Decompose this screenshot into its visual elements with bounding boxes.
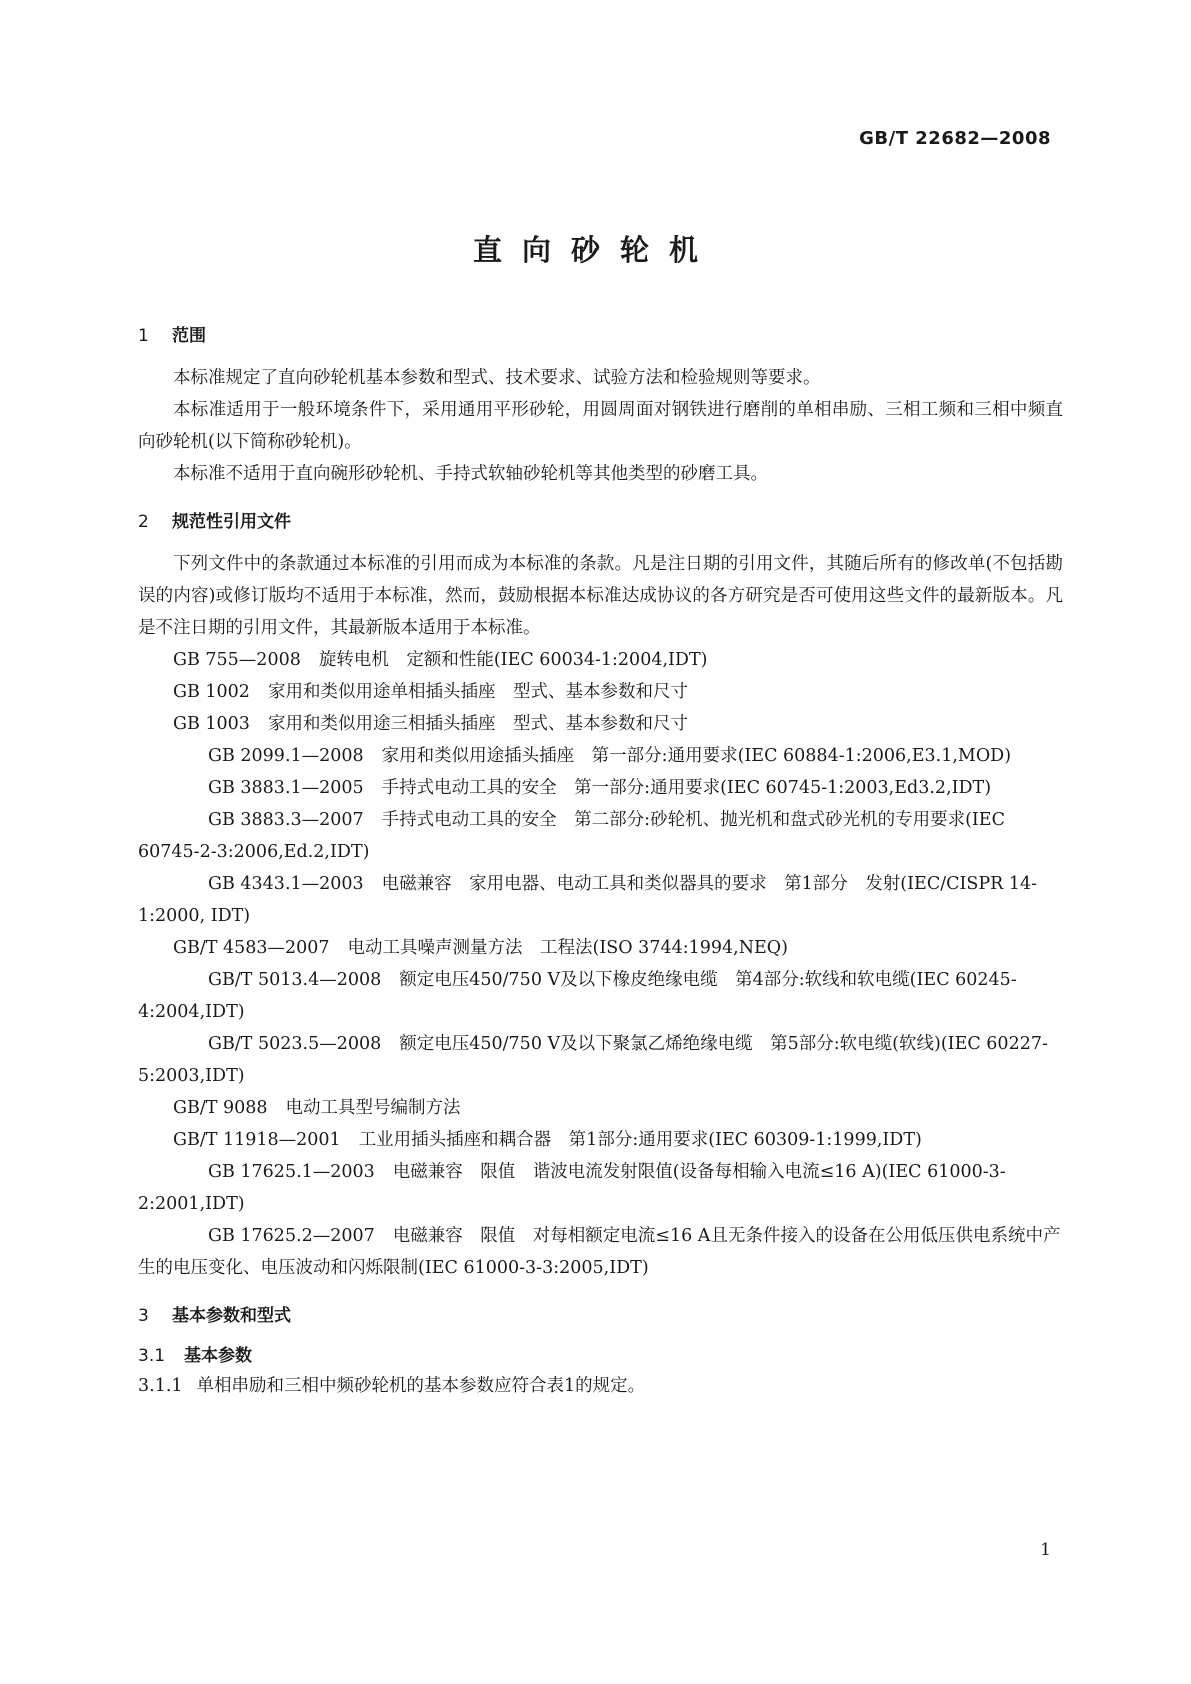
document-title: 直向砂轮机 [472, 233, 718, 267]
scope-paragraph-2: 本标准适用于一般环境条件下，采用通用平形砂轮，用圆周面对钢铁进行磨削的单相串励、三相工频和三相中频直向砂轮机(以下简称砂轮机)。 [138, 400, 1063, 452]
section-3-number: 3 [138, 1306, 149, 1326]
section-1-heading [138, 322, 1063, 350]
section-1-number: 1 [138, 326, 149, 346]
section-2-title: 规范性引用文件 [172, 512, 291, 532]
reference-text: 电磁兼容 家用电器、电动工具和类似器具的要求 第1部分 发射(IEC/CISPR 14-1:2000, IDT) [138, 874, 1038, 926]
section-1-title: 范围 [172, 326, 206, 346]
reference-code: GB 3883.3—2007 [208, 810, 364, 830]
reference-text: 手持式电动工具的安全 第一部分:通用要求(IEC 60745-1:2003,Ed3.2,IDT) [381, 778, 992, 798]
reference-code: GB 3883.1—2005 [208, 778, 364, 798]
reference-text: 家用和类似用途插头插座 第一部分:通用要求(IEC 60884-1:2006,E3.1,MOD) [381, 746, 1012, 766]
standard-code: GB/T 22682—2008 [859, 128, 1051, 149]
clause-3-1-1 [138, 1370, 1063, 1402]
reference-code: GB 2099.1—2008 [208, 746, 364, 766]
reference-item [138, 644, 1063, 676]
reference-text: 家用和类似用途单相插头插座 型式、基本参数和尺寸 [267, 682, 688, 702]
reference-code: GB/T 5023.5—2008 [208, 1034, 382, 1054]
reference-item [138, 1124, 1063, 1156]
section-3-heading [138, 1302, 1063, 1330]
reference-item [138, 1092, 1063, 1124]
reference-item [138, 740, 1063, 772]
section-3-title: 基本参数和型式 [172, 1306, 291, 1326]
clause-3-1-1-text: 单相串励和三相中频砂轮机的基本参数应符合表1的规定。 [196, 1376, 646, 1396]
reference-text: 电磁兼容 限值 对每相额定电流≤16 A且无条件接入的设备在公用低压供电系统中产生的电压变化、电压波动和闪烁限制(IEC 61000-3-3:2005,IDT) [138, 1226, 1061, 1278]
reference-text: 电动工具型号编制方法 [285, 1098, 461, 1118]
reference-code: GB 1003 [173, 714, 250, 734]
reference-code: GB/T 9088 [173, 1098, 268, 1118]
reference-item [138, 1220, 1063, 1284]
reference-text: 家用和类似用途三相插头插座 型式、基本参数和尺寸 [267, 714, 688, 734]
scope-paragraph-1: 本标准规定了直向砂轮机基本参数和型式、技术要求、试验方法和检验规则等要求。 [173, 368, 821, 388]
reference-text: 工业用插头插座和耦合器 第1部分:通用要求(IEC 60309-1:1999,IDT) [358, 1130, 922, 1150]
reference-item [138, 772, 1063, 804]
reference-text: 电磁兼容 限值 谐波电流发射限值(设备每相输入电流≤16 A)(IEC 61000-3-2:2001,IDT) [138, 1162, 1006, 1214]
reference-item [138, 964, 1063, 1028]
reference-code: GB 1002 [173, 682, 250, 702]
reference-text: 旋转电机 定额和性能(IEC 60034-1:2004,IDT) [318, 650, 708, 670]
reference-code: GB 17625.2—2007 [208, 1226, 375, 1246]
reference-code: GB/T 5013.4—2008 [208, 970, 382, 990]
reference-item [138, 1156, 1063, 1220]
reference-item [138, 676, 1063, 708]
clause-3-1-1-number: 3.1.1 [138, 1376, 183, 1396]
reference-item [138, 868, 1063, 932]
reference-text: 电动工具噪声测量方法 工程法(ISO 3744:1994,NEQ) [347, 938, 788, 958]
subsection-3-1-heading [138, 1342, 1063, 1370]
reference-code: GB 17625.1—2003 [208, 1162, 375, 1182]
reference-item [138, 708, 1063, 740]
page-number: 1 [1040, 1540, 1051, 1560]
reference-code: GB 755—2008 [173, 650, 301, 670]
subsection-3-1-title: 基本参数 [184, 1346, 252, 1366]
references-intro: 下列文件中的条款通过本标准的引用而成为本标准的条款。凡是注日期的引用文件，其随后所有的修改单(不包括勘误的内容)或修订版均不适用于本标准，然而，鼓励根据本标准达成协议的各方研究是否可使用这些文件的最新版本。凡是不注日期的引用文件，其最新版本适用于本标准。 [138, 554, 1063, 638]
reference-code: GB/T 11918—2001 [173, 1130, 341, 1150]
reference-text: 手持式电动工具的安全 第二部分:砂轮机、抛光机和盘式砂光机的专用要求(IEC 60745-2-3:2006,Ed.2,IDT) [138, 810, 1005, 862]
reference-item [138, 1028, 1063, 1092]
reference-code: GB/T 4583—2007 [173, 938, 330, 958]
subsection-3-1-number: 3.1 [138, 1346, 166, 1366]
reference-text: 额定电压450/750 V及以下橡皮绝缘电缆 第4部分:软线和软电缆(IEC 60245-4:2004,IDT) [138, 970, 1017, 1022]
section-2-heading [138, 508, 1063, 536]
reference-code: GB 4343.1—2003 [208, 874, 364, 894]
reference-item [138, 932, 1063, 964]
reference-item [138, 804, 1063, 868]
section-2-number: 2 [138, 512, 149, 532]
document-body [138, 322, 1063, 1402]
reference-text: 额定电压450/750 V及以下聚氯乙烯绝缘电缆 第5部分:软电缆(软线)(IEC 60227-5:2003,IDT) [138, 1034, 1048, 1086]
scope-paragraph-3: 本标准不适用于直向碗形砂轮机、手持式软轴砂轮机等其他类型的砂磨工具。 [173, 464, 768, 484]
